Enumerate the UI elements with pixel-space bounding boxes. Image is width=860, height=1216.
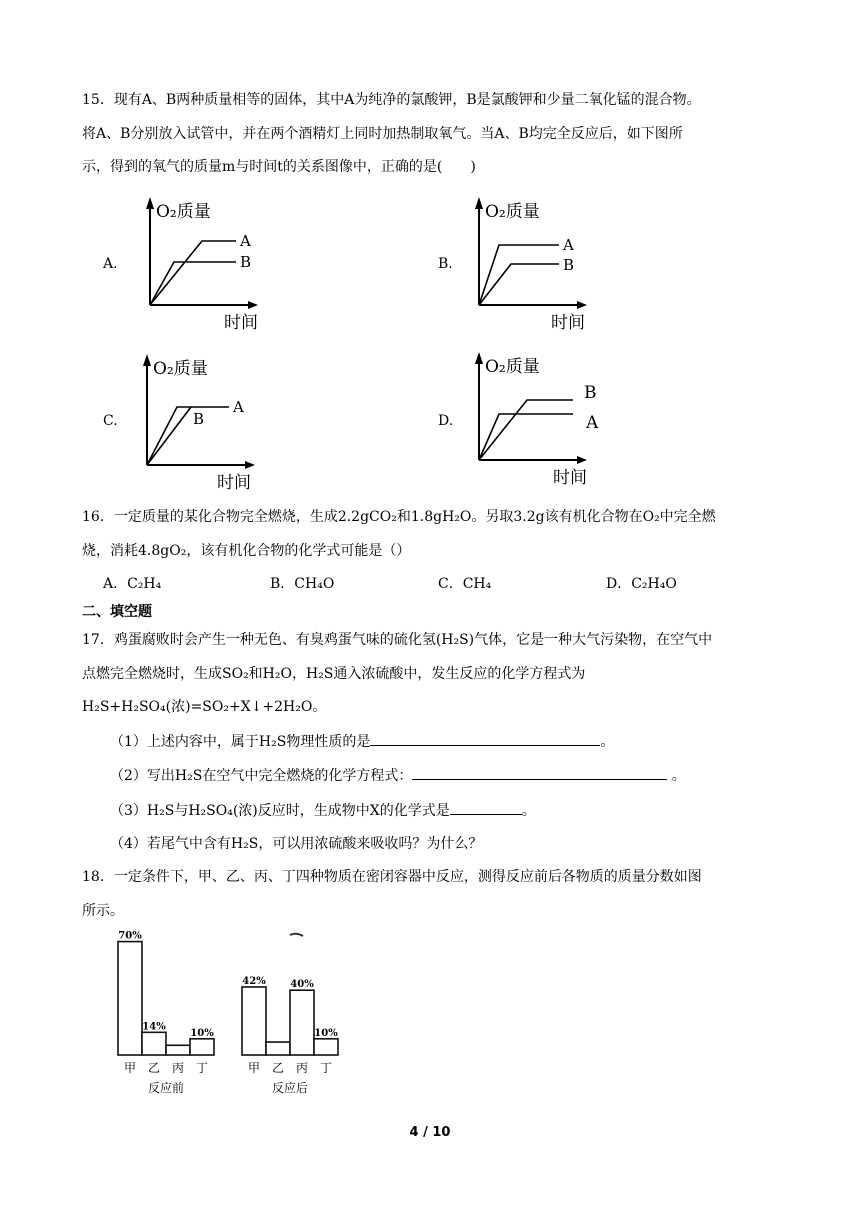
graph-option-a (140, 195, 290, 344)
q18-line1: 18．一定条件下，甲、乙、丙、丁四种物质在密闭容器中反应，测得反应前后各物质的质量分数如图 (82, 869, 702, 885)
graph-b-xlabel: 时间 (551, 313, 585, 333)
q17-sub1-text: （1）上述内容中，属于H₂S物理性质的是 (110, 734, 371, 750)
bar-charts (100, 920, 360, 1105)
page-number: 4 / 10 (409, 1125, 451, 1140)
chart1-category-2: 乙 (147, 1061, 161, 1075)
graph-option-d (469, 350, 619, 499)
q17-sub3-end: 。 (521, 803, 536, 819)
chart1-title: 反应前 (147, 1081, 185, 1095)
chart1-bar-4 (190, 1039, 214, 1055)
q17-line1: 17．鸡蛋腐败时会产生一种无色、有臭鸡蛋气味的硫化氢(H₂S)气体，它是一种大气污染物，在空气中 (82, 632, 713, 648)
q17-sub3 (110, 800, 536, 821)
q16-line1: 16．一定质量的某化合物完全燃烧，生成2.2gCO₂和1.8gH₂O。另取3.2g该有机化合物在O₂中完全燃 (82, 509, 716, 525)
graph-d-line-a (479, 414, 573, 460)
graph-a-line-a (150, 241, 236, 305)
graph-c-series-b: B (193, 410, 205, 428)
chart1-data-label-2: 14% (142, 1021, 166, 1033)
graph-b-line-a (479, 245, 559, 305)
chart2-bar-3 (290, 990, 314, 1055)
graph-d-line-b (479, 400, 573, 460)
q16-option-c: C．CH₄ (438, 576, 492, 592)
graph-c-line-b (147, 407, 191, 465)
scan-mark (290, 934, 303, 936)
q18-line2: 所示。 (82, 903, 124, 919)
graph-d-xlabel: 时间 (553, 468, 587, 488)
q15-line2: 将A、B分别放入试管中，并在两个酒精灯上同时加热制取氧气。当A、B均完全反应后，如下图所 (82, 126, 683, 142)
chart2-category-3: 丙 (295, 1061, 309, 1075)
q17-sub4: （4）若尾气中含有H₂S，可以用浓硫酸来吸收吗？为什么？ (110, 836, 483, 852)
chart2-data-label-3: 40% (290, 979, 314, 991)
chart1-bar-1 (118, 942, 142, 1055)
q17-sub2-text: （2）写出H₂S在空气中完全燃烧的化学方程式： (110, 768, 413, 784)
graph-a-xlabel: 时间 (224, 313, 258, 333)
graph-c-series-a: A (233, 398, 244, 416)
q16-option-b: B．CH₄O (270, 576, 335, 592)
q16-line2: 烧，消耗4.8gO₂，该有机化合物的化学式可能是（） (82, 543, 411, 559)
chart2-title: 反应后 (271, 1081, 309, 1095)
answer-blank-1[interactable] (370, 731, 600, 746)
chart2-data-label-1: 42% (242, 975, 266, 987)
chart2-bar-1 (242, 987, 266, 1055)
option-a-label: A. (103, 256, 118, 272)
q17-sub1-end: 。 (600, 734, 615, 750)
q16-option-a: A．C₂H₄ (103, 576, 162, 592)
graph-a-series-a: A (240, 232, 251, 250)
graph-c-line-a (147, 407, 229, 465)
answer-blank-2[interactable] (412, 765, 667, 780)
q15-line1: 15．现有A、B两种质量相等的固体，其中A为纯净的氯酸钾，B是氯酸钾和少量二氧化锰的混合物。 (82, 92, 701, 108)
chart2-bar-2 (266, 1042, 290, 1055)
q17-line2: 点燃完全燃烧时，生成SO₂和H₂O，H₂S通入浓硫酸中，发生反应的化学方程式为 (82, 666, 586, 682)
chart1-category-3: 丙 (171, 1061, 185, 1075)
chart1-data-label-1: 70% (118, 930, 142, 942)
chart1-category-1: 甲 (123, 1061, 137, 1075)
chart2-category-1: 甲 (247, 1061, 261, 1075)
answer-blank-3[interactable] (450, 800, 522, 815)
graph-option-c (137, 352, 287, 501)
graph-a-line-b (150, 262, 236, 305)
q17-line3: H₂S+H₂SO₄(浓)=SO₂+X↓+2H₂O。 (82, 699, 327, 715)
q16-option-d: D．C₂H₄O (606, 576, 677, 592)
graph-option-b (469, 195, 619, 344)
chart1-bar-2 (142, 1032, 166, 1055)
chart1-category-4: 丁 (195, 1061, 209, 1075)
graph-c-ylabel: O₂质量 (153, 359, 208, 379)
graph-c-xlabel: 时间 (217, 473, 251, 493)
q17-sub3-text: （3）H₂S与H₂SO₄(浓)反应时，生成物中X的化学式是 (110, 803, 450, 819)
chart2-category-2: 乙 (271, 1061, 285, 1075)
q15-line3: 示，得到的氧气的质量m与时间t的关系图像中，正确的是( ) (82, 159, 476, 175)
graph-b-ylabel: O₂质量 (485, 202, 540, 222)
graph-a-series-b: B (240, 253, 252, 271)
q17-sub1 (110, 731, 614, 752)
chart1-data-label-4: 10% (190, 1027, 214, 1039)
section-heading: 二、填空题 (82, 604, 152, 620)
option-c-label: C. (103, 413, 118, 429)
graph-d-series-a: A (586, 413, 599, 433)
graph-b-series-a: A (563, 236, 574, 254)
chart1-bar-3 (166, 1045, 190, 1055)
option-b-label: B. (438, 256, 453, 272)
q17-sub2-end: 。 (667, 768, 686, 784)
graph-d-series-b: B (584, 383, 597, 403)
option-d-label: D. (438, 413, 454, 429)
chart2-category-4: 丁 (319, 1061, 333, 1075)
graph-b-series-b: B (563, 256, 575, 274)
q17-sub2 (110, 765, 686, 786)
graph-a-ylabel: O₂质量 (156, 202, 211, 222)
chart2-data-label-4: 10% (314, 1027, 338, 1039)
graph-d-ylabel: O₂质量 (485, 357, 540, 377)
chart2-bar-4 (314, 1039, 338, 1055)
